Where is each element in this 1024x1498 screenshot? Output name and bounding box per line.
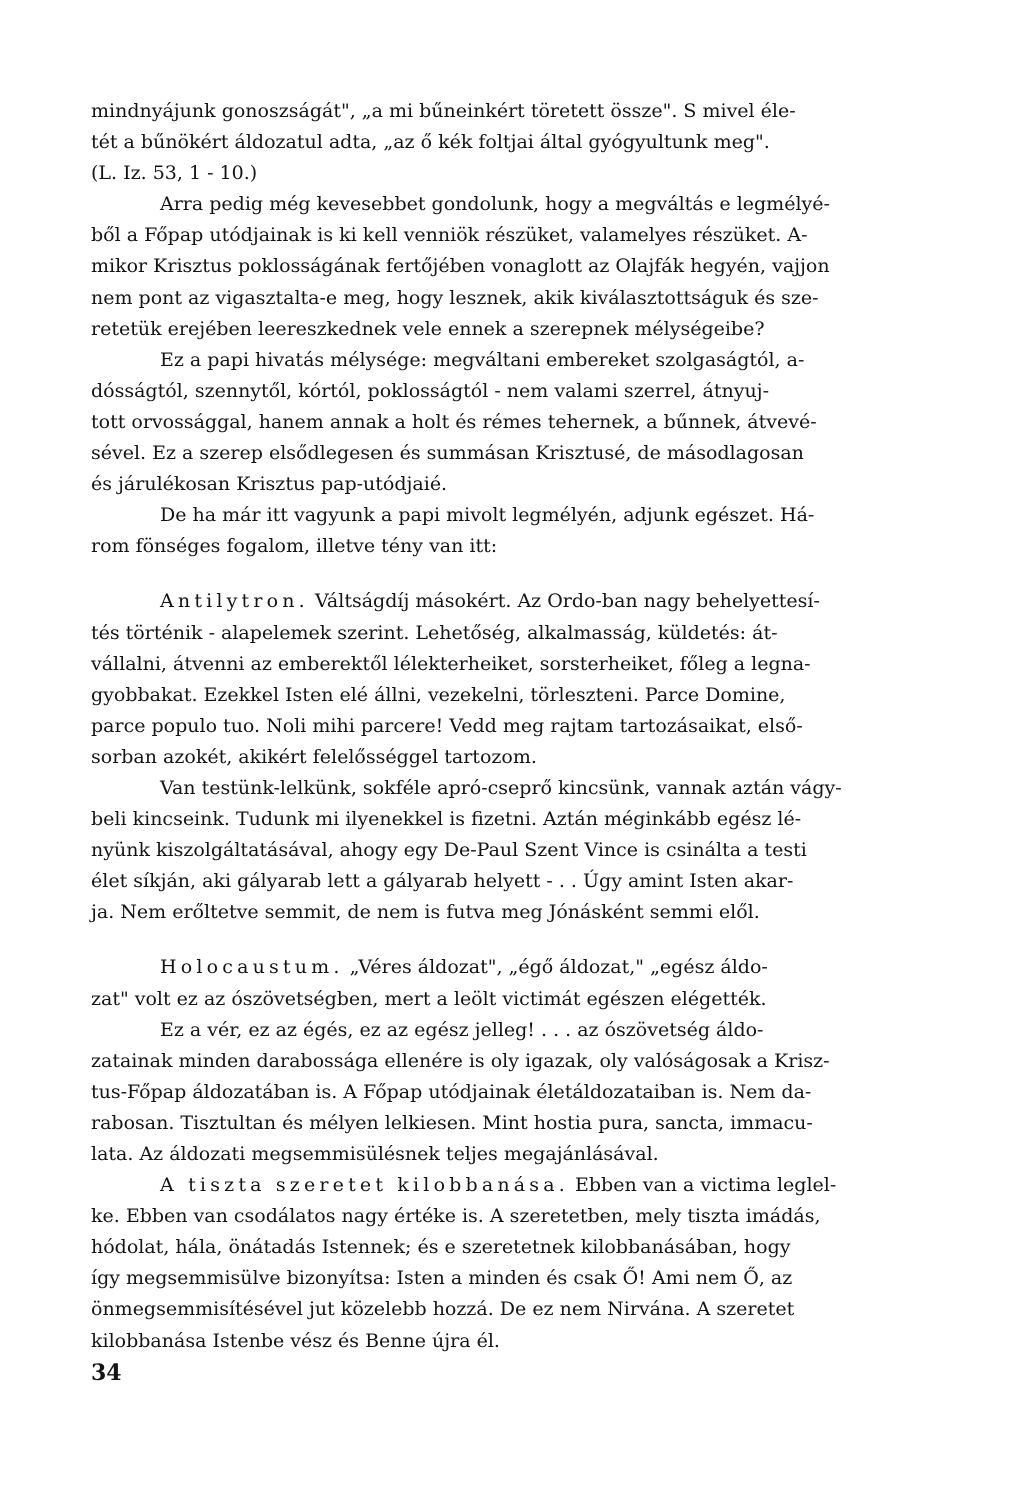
text-line: (L. Iz. 53, 1 - 10.) [91, 162, 258, 185]
text-line: retetük erejében leereszkednek vele ennek a szerepnek mélységeibe? [91, 317, 765, 340]
text-line: sével. Ez a szerep elsődlegesen és summásan Krisztusé, de másodlagosan [91, 442, 804, 465]
text-line: ből a Főpap utódjainak is ki kell venniök részüket, valamelyes részüket. A- [91, 224, 808, 247]
spaced-term: Antilytron. [160, 590, 309, 613]
line-rest: Váltságdíj másokért. Az Ordo-ban nagy behelyettesí- [308, 590, 820, 613]
text-line: nyünk kiszolgáltatásával, ahogy egy De-Paul Szent Vince is csinálta a testi [91, 839, 807, 862]
text-line [91, 952, 926, 983]
text-line: Van testünk-lelkünk, sokféle apró-cseprő kincsünk, vannak aztán vágy- [160, 776, 842, 799]
text-line: vállalni, átvenni az emberektől lélekterheiket, sorsterheiket, főleg a legna- [91, 652, 811, 675]
text-line [91, 586, 926, 617]
text-line: rom fönséges fogalom, illetve tény van itt: [91, 535, 498, 558]
text-line: Ez a vér, ez az égés, ez az egész jelleg! . . . az ószövetség áldo- [160, 1018, 764, 1041]
text-line: tus-Főpap áldozatában is. A Főpap utódjainak életáldozataiban is. Nem da- [91, 1080, 812, 1103]
text-line: ke. Ebben van csodálatos nagy értéke is. A szeretetben, mely tiszta imádás, [91, 1205, 821, 1228]
line-rest: Ebben van a victima leglel- [568, 1174, 837, 1197]
text-line: önmegsemmisítésével jut közelebb hozzá. De ez nem Nirvána. A szeretet [91, 1298, 795, 1321]
text-line: tés történik - alapelemek szerint. Lehetőség, alkalmasság, küldetés: át- [91, 621, 778, 644]
text-column [91, 96, 926, 1357]
text-line: lata. Az áldozati megsemmisülésnek teljes megajánlásával. [91, 1143, 659, 1165]
text-line: rabosan. Tisztultan és mélyen lelkiesen. Mint hostia pura, sancta, immacu- [91, 1111, 813, 1134]
text-line: tét a bűnökért áldozatul adta, „az ő kék foltjai által gyógyultunk meg". [91, 131, 770, 154]
text-line: nem pont az vigasztalta-e meg, hogy lesznek, akik kiválasztottságuk és sze- [91, 286, 819, 309]
text-line: Ez a papi hivatás mélysége: megváltani embereket szolgaságtól, a- [160, 348, 805, 371]
text-line: kilobbanása Istenbe vész és Benne újra él. [91, 1329, 500, 1352]
text-line: élet síkján, aki gályarab lett a gályarab helyett - . . Úgy amint Isten akar- [91, 870, 794, 893]
text-line: és járulékosan Krisztus pap-utódjaié. [91, 473, 448, 496]
text-line: mindnyájunk gonoszságát", „a mi bűneinkért töretett össze". S mivel éle- [91, 100, 796, 122]
text-line: Arra pedig még kevesebbet gondolunk, hogy a megváltás e legmélyé- [160, 193, 830, 216]
text-line: mikor Krisztus poklosságának fertőjében vonaglott az Olajfák hegyén, vajjon [91, 255, 830, 278]
text-line: hódolat, hála, önátadás Istennek; és e szeretetnek kilobbanásában, hogy [91, 1236, 791, 1259]
text-line: De ha már itt vagyunk a papi mivolt legmélyén, adjunk egészet. Há- [160, 504, 815, 527]
spaced-term: A tiszta szeretet kilobbanása. [160, 1174, 569, 1197]
text-line: parce populo tuo. Noli mihi parcere! Vedd meg rajtam tartozásaikat, első- [91, 714, 803, 737]
line-rest: „Véres áldozat", „égő áldozat," „egész áldo- [343, 956, 768, 979]
text-line: zatainak minden darabossága ellenére is oly igazak, oly valóságosak a Krisz- [91, 1049, 830, 1072]
text-line: gyobbakat. Ezekkel Isten elé állni, vezekelni, törleszteni. Parce Domine, [91, 683, 786, 706]
text-line: zat" volt ez az ószövetségben, mert a leölt victimát egészen elégették. [91, 987, 767, 1010]
text-line: ja. Nem erőltetve semmit, de nem is futva meg Jónásként semmi elől. [91, 901, 760, 924]
text-line: dósságtól, szennytől, kórtól, poklosságtól - nem valami szerrel, átnyuj- [91, 379, 769, 402]
text-line: tott orvossággal, hanem annak a holt és rémes tehernek, a bűnnek, átvevé- [91, 410, 817, 433]
text-line: így megsemmisülve bizonyítsa: Isten a minden és csak Ő! Ami nem Ő, az [91, 1267, 793, 1290]
text-line: sorban azokét, akikért felelősséggel tartozom. [91, 745, 537, 768]
spaced-term: Holocaustum. [160, 956, 344, 979]
text-line: beli kincseink. Tudunk mi ilyenekkel is fizetni. Aztán méginkább egész lé- [91, 808, 802, 831]
page-number: 34 [91, 1360, 122, 1386]
text-line [91, 1170, 926, 1201]
